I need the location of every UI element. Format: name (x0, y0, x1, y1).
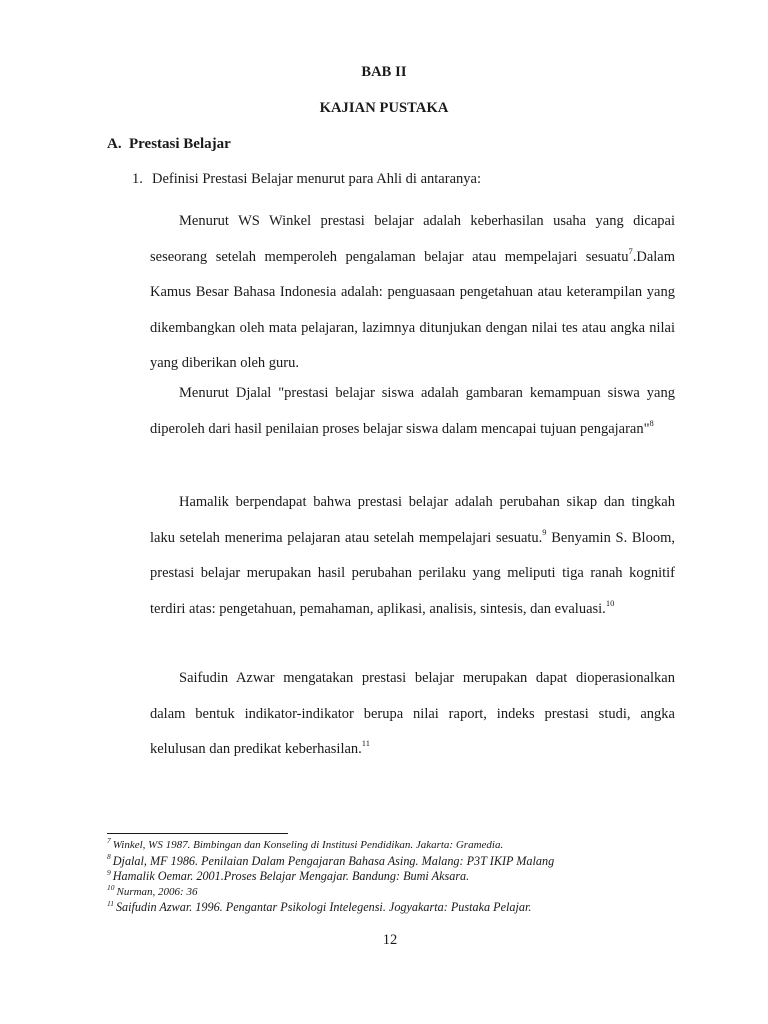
footnote-number: 11 (107, 898, 114, 908)
footnote-ref[interactable]: 9 (542, 526, 547, 537)
footnote-number: 9 (107, 867, 111, 877)
paragraph-hamalik-bloom (150, 485, 675, 627)
footnote-ref[interactable]: 10 (605, 597, 615, 608)
list-number: 1. (132, 171, 143, 187)
footnote-text: Djalal, MF 1986. Penilaian Dalam Pengajaran Bahasa Asing. Malang: P3T IKIP Malang (112, 853, 555, 868)
footnote-separator (107, 833, 288, 834)
footnote-text: Nurman, 2006: 36 (116, 885, 198, 898)
paragraph-djalal (150, 376, 675, 447)
footnote-text: Hamalik Oemar. 2001.Proses Belajar Mengajar. Bandung: Bumi Aksara. (112, 869, 470, 883)
list-item-text: Definisi Prestasi Belajar menurut para Ahli di antaranya: (152, 171, 481, 187)
footnote-ref[interactable]: 11 (361, 738, 370, 749)
section-title: Prestasi Belajar (129, 136, 231, 152)
footnote-text: Winkel, WS 1987. Bimbingan dan Konseling di Institusi Pendidikan. Jakarta: Gramedia. (112, 839, 504, 851)
footnote-ref[interactable]: 7 (628, 245, 633, 256)
section-heading (107, 136, 231, 153)
footnote-7 (107, 838, 707, 854)
paragraph-text: Benyamin S. Bloom, prestasi belajar merupakan hasil perubahan perilaku yang meliputi tiga ranah kognitif terdiri atas: pengetahuan, pemahaman, aplikasi, analisis, sintesis, dan evaluasi. (150, 529, 675, 617)
chapter-title: KAJIAN PUSTAKA (319, 100, 449, 116)
paragraph-text: .Dalam Kamus Besar Bahasa Indonesia adalah: penguasaan pengetahuan atau keterampilan yang dikembangkan oleh mata pelajaran, lazimnya ditunjukan dengan nilai tes atau angka nilai yang diberikan oleh guru. (150, 248, 675, 372)
footnote-number: 7 (107, 836, 111, 846)
footnote-11 (107, 900, 707, 916)
numbered-list-item (132, 171, 481, 188)
page-number: 12 (382, 932, 398, 948)
footnote-number: 8 (107, 852, 111, 862)
footnote-8 (107, 854, 707, 870)
footnotes (107, 838, 707, 916)
paragraph-azwar (150, 661, 675, 768)
footnote-text: Saifudin Azwar. 1996. Pengantar Psikologi Intelegensi. Jogyakarta: Pustaka Pelajar. (115, 900, 532, 914)
section-letter: A. (107, 136, 122, 152)
paragraph-winkel (150, 204, 675, 382)
paragraph-text: Hamalik berpendapat bahwa prestasi belajar adalah perubahan sikap dan tingkah laku setelah menerima pelajaran atau setelah mempelajari sesuatu. (150, 494, 675, 546)
footnote-9 (107, 869, 707, 885)
paragraph-text: Menurut Djalal "prestasi belajar siswa adalah gambaran kemampuan siswa yang diperoleh dari hasil penilaian proses belajar siswa dalam mencapai tujuan pengajaran" (150, 385, 675, 437)
footnote-10 (107, 882, 707, 901)
paragraph-text: Menurut WS Winkel prestasi belajar adalah keberhasilan usaha yang dicapai seseorang setelah memperoleh pengalaman belajar atau mempelajari sesuatu (150, 213, 675, 265)
footnote-number: 10 (107, 882, 115, 892)
chapter-heading: BAB II (361, 64, 407, 80)
footnote-ref[interactable]: 8 (649, 417, 654, 428)
paragraph-text: Saifudin Azwar mengatakan prestasi belajar merupakan dapat dioperasionalkan dalam bentuk indikator-indikator berupa nilai raport, indeks prestasi studi, angka kelulusan dan predikat keberhasilan. (150, 670, 675, 758)
